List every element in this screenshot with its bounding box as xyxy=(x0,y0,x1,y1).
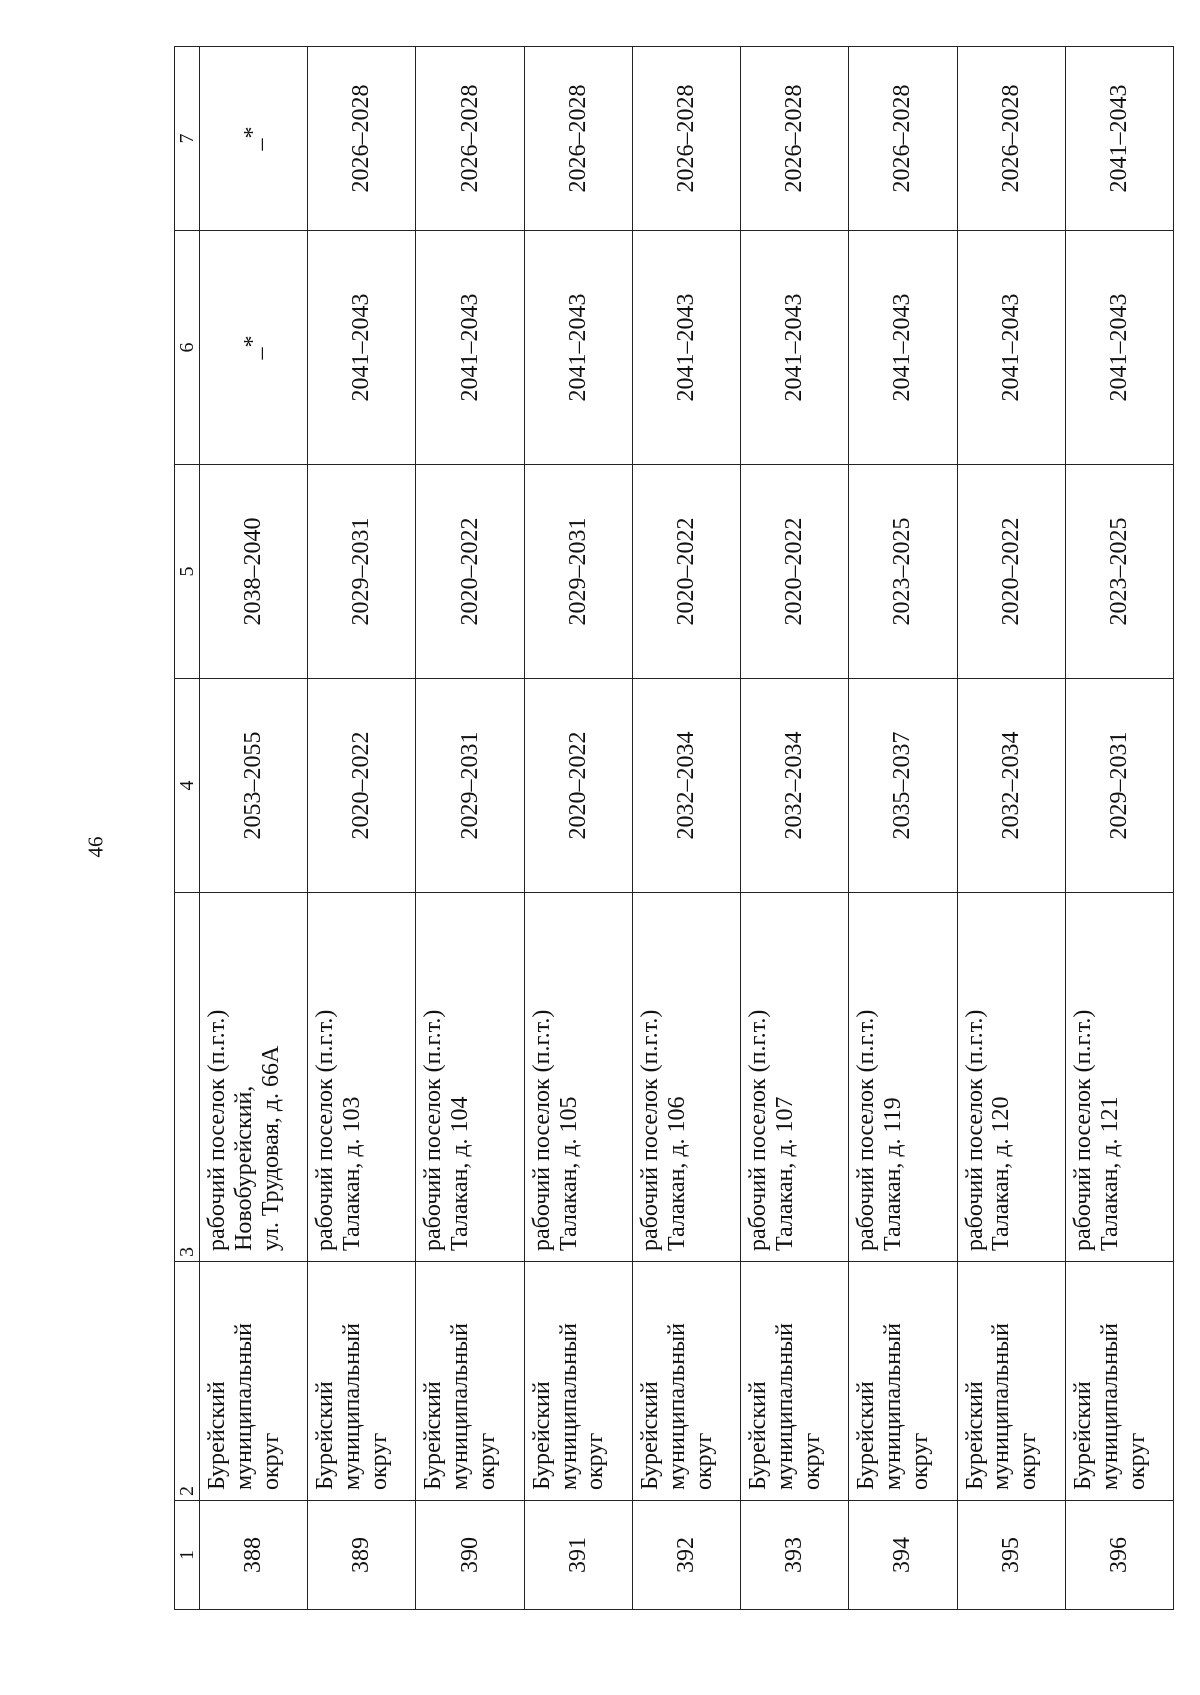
district-line: муниципальный xyxy=(988,1322,1015,1490)
period-cell-4: 2020–2022 xyxy=(524,679,632,893)
column-header-7: 7 xyxy=(175,47,200,231)
address-line: ул. Трудовая, д. 66А xyxy=(257,1045,284,1251)
address-line: Талакан, д. 121 xyxy=(1096,1096,1123,1251)
period-cell-6: 2041–2043 xyxy=(416,231,524,465)
district-line: муниципальный xyxy=(555,1322,582,1490)
period-cell-5: 2029–2031 xyxy=(308,465,416,679)
district-line: Бурейский xyxy=(204,1381,230,1490)
period-cell-6: 2041–2043 xyxy=(957,231,1065,465)
address-line: рабочий поселок (п.г.т.) xyxy=(1069,1009,1096,1251)
table-body xyxy=(200,47,1174,1610)
district-line: округ xyxy=(1015,1432,1042,1490)
column-header-1: 1 xyxy=(175,1501,200,1610)
district-line: муниципальный xyxy=(447,1322,474,1490)
row-number-cell: 395 xyxy=(957,1501,1065,1610)
column-header-6: 6 xyxy=(175,231,200,465)
address-line: Талакан, д. 103 xyxy=(339,1096,366,1251)
address-line: Талакан, д. 120 xyxy=(988,1096,1015,1251)
period-cell-4: 2032–2034 xyxy=(957,679,1065,893)
schedule-table xyxy=(174,46,1174,1610)
period-cell-5: 2029–2031 xyxy=(524,465,632,679)
period-cell-4: 2053–2055 xyxy=(200,679,308,893)
period-cell-4: 2032–2034 xyxy=(632,679,740,893)
period-cell-7: 2026–2028 xyxy=(632,47,740,231)
schedule-table-container xyxy=(174,84,1174,1610)
period-cell-6: 2041–2043 xyxy=(849,231,957,465)
row-number-cell: 394 xyxy=(849,1501,957,1610)
district-cell xyxy=(416,1262,524,1501)
row-number-cell: 391 xyxy=(524,1501,632,1610)
district-cell xyxy=(200,1262,308,1501)
district-line: муниципальный xyxy=(1096,1322,1123,1490)
period-cell-7: 2026–2028 xyxy=(849,47,957,231)
header-row xyxy=(175,47,200,1610)
table-row xyxy=(200,47,308,1610)
period-cell-5: 2020–2022 xyxy=(741,465,849,679)
period-cell-6: 2041–2043 xyxy=(632,231,740,465)
row-number-cell: 393 xyxy=(741,1501,849,1610)
row-number-cell: 392 xyxy=(632,1501,740,1610)
table-row xyxy=(741,47,849,1610)
district-cell xyxy=(632,1262,740,1501)
column-header-5: 5 xyxy=(175,465,200,679)
address-cell xyxy=(416,893,524,1262)
address-cell xyxy=(849,893,957,1262)
district-line: Бурейский xyxy=(312,1381,339,1490)
district-line: муниципальный xyxy=(663,1322,690,1490)
row-number-cell: 389 xyxy=(308,1501,416,1610)
row-number-cell: 390 xyxy=(416,1501,524,1610)
district-cell xyxy=(1065,1262,1173,1501)
district-line: округ xyxy=(798,1432,825,1490)
district-cell xyxy=(741,1262,849,1501)
period-cell-6: 2041–2043 xyxy=(308,231,416,465)
address-cell xyxy=(1065,893,1173,1262)
row-number-cell: 396 xyxy=(1065,1501,1173,1610)
district-line: Бурейский xyxy=(1069,1381,1096,1490)
address-line: Новобурейский, xyxy=(230,1085,257,1251)
period-cell-4: 2020–2022 xyxy=(308,679,416,893)
address-line: Талакан, д. 105 xyxy=(555,1096,582,1251)
district-line: муниципальный xyxy=(230,1322,257,1490)
period-cell-4: 2035–2037 xyxy=(849,679,957,893)
district-line: Бурейский xyxy=(961,1381,988,1490)
period-cell-6: 2041–2043 xyxy=(741,231,849,465)
address-cell xyxy=(957,893,1065,1262)
address-cell xyxy=(632,893,740,1262)
district-cell xyxy=(524,1262,632,1501)
address-line: рабочий поселок (п.г.т.) xyxy=(420,1009,447,1251)
address-cell xyxy=(200,893,308,1262)
table-row xyxy=(1065,47,1173,1610)
district-line: округ xyxy=(474,1432,501,1490)
address-cell xyxy=(524,893,632,1262)
address-line: рабочий поселок (п.г.т.) xyxy=(312,1009,339,1251)
period-cell-5: 2038–2040 xyxy=(200,465,308,679)
column-header-2: 2 xyxy=(175,1262,200,1501)
address-line: Талакан, д. 119 xyxy=(880,1097,907,1251)
period-cell-5: 2023–2025 xyxy=(1065,465,1173,679)
district-line: Бурейский xyxy=(853,1381,880,1490)
table-row xyxy=(524,47,632,1610)
address-line: рабочий поселок (п.г.т.) xyxy=(636,1009,663,1251)
district-cell xyxy=(957,1262,1065,1501)
table-row xyxy=(308,47,416,1610)
district-line: округ xyxy=(582,1432,609,1490)
period-cell-7: 2041–2043 xyxy=(1065,47,1173,231)
period-cell-7: 2026–2028 xyxy=(741,47,849,231)
period-cell-4: 2029–2031 xyxy=(416,679,524,893)
address-line: Талакан, д. 107 xyxy=(771,1096,798,1251)
period-cell-5: 2020–2022 xyxy=(416,465,524,679)
address-line: рабочий поселок (п.г.т.) xyxy=(853,1009,880,1251)
address-cell xyxy=(741,893,849,1262)
column-header-4: 4 xyxy=(175,679,200,893)
period-cell-7: 2026–2028 xyxy=(416,47,524,231)
period-cell-4: 2032–2034 xyxy=(741,679,849,893)
page-number: 46 xyxy=(83,836,108,858)
table-row xyxy=(849,47,957,1610)
district-line: Бурейский xyxy=(528,1381,555,1490)
district-line: Бурейский xyxy=(636,1381,663,1490)
district-cell xyxy=(308,1262,416,1501)
address-line: рабочий поселок (п.г.т.) xyxy=(961,1009,988,1251)
table-row xyxy=(957,47,1065,1610)
address-line: рабочий поселок (п.г.т.) xyxy=(204,1009,230,1251)
period-cell-6: 2041–2043 xyxy=(1065,231,1173,465)
period-cell-7: 2026–2028 xyxy=(524,47,632,231)
district-line: Бурейский xyxy=(745,1381,772,1490)
period-cell-4: 2029–2031 xyxy=(1065,679,1173,893)
district-line: округ xyxy=(690,1432,717,1490)
period-cell-6: 2041–2043 xyxy=(524,231,632,465)
district-line: муниципальный xyxy=(771,1322,798,1490)
district-line: округ xyxy=(257,1432,284,1490)
period-cell-5: 2020–2022 xyxy=(957,465,1065,679)
district-line: округ xyxy=(365,1432,392,1490)
row-number-cell: 388 xyxy=(200,1501,308,1610)
table-row xyxy=(416,47,524,1610)
district-cell xyxy=(849,1262,957,1501)
address-cell xyxy=(308,893,416,1262)
period-cell-7: 2026–2028 xyxy=(308,47,416,231)
address-line: рабочий поселок (п.г.т.) xyxy=(528,1009,555,1251)
district-line: Бурейский xyxy=(420,1381,447,1490)
period-cell-7: _* xyxy=(200,47,308,231)
district-line: муниципальный xyxy=(339,1322,366,1490)
district-line: округ xyxy=(907,1432,934,1490)
address-line: рабочий поселок (п.г.т.) xyxy=(745,1009,772,1251)
period-cell-5: 2023–2025 xyxy=(849,465,957,679)
district-line: округ xyxy=(1123,1432,1150,1490)
period-cell-7: 2026–2028 xyxy=(957,47,1065,231)
district-line: муниципальный xyxy=(880,1322,907,1490)
table-row xyxy=(632,47,740,1610)
period-cell-6: _* xyxy=(200,231,308,465)
address-line: Талакан, д. 106 xyxy=(663,1096,690,1251)
column-header-3: 3 xyxy=(175,893,200,1262)
address-line: Талакан, д. 104 xyxy=(447,1096,474,1251)
period-cell-5: 2020–2022 xyxy=(632,465,740,679)
